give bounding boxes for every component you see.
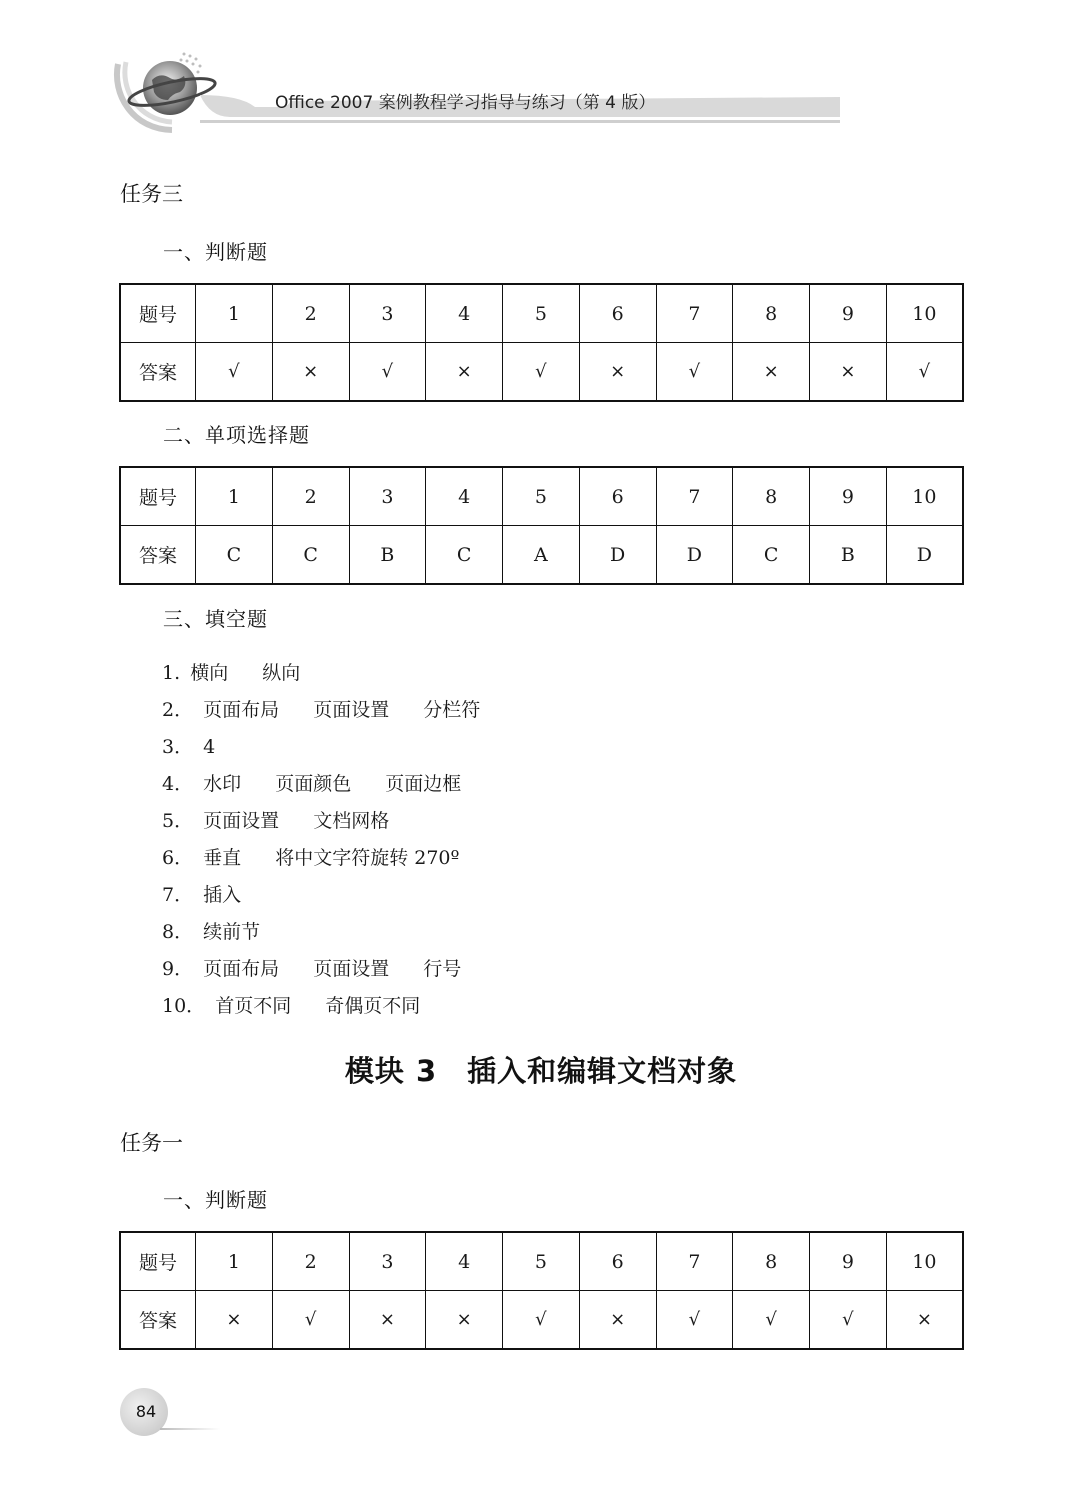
question-number: 2 [272,1232,349,1291]
answer-cell: √ [196,343,273,402]
question-number: 3 [349,467,426,526]
question-number: 4 [426,467,503,526]
question-number-header: 题号 [120,467,196,526]
question-number: 2 [272,284,349,343]
question-number: 7 [656,467,733,526]
item-answer: 页面设置 [203,810,280,832]
question-number: 10 [886,284,963,343]
item-answer: 页面边框 [385,773,462,795]
answer-cell: C [272,526,349,585]
question-number: 3 [349,1232,426,1291]
answer-cell: √ [503,343,580,402]
answer-cell: √ [886,343,963,402]
list-item [162,917,508,954]
answer-cell: × [886,1291,963,1350]
question-number: 6 [579,1232,656,1291]
question-number: 10 [886,467,963,526]
item-number: 10． [162,995,206,1017]
module-title: 模块 3 插入和编辑文档对象 [344,1054,738,1088]
task-1-judge-title: 一、判断题 [163,1188,268,1212]
table-row [120,1232,963,1291]
question-number-header: 题号 [120,284,196,343]
answer-cell: × [426,1291,503,1350]
question-number: 9 [810,1232,887,1291]
task-1-judge-table [119,1231,964,1350]
list-item [162,769,508,806]
question-number: 4 [426,284,503,343]
item-answer: 页面布局 [203,958,280,980]
answer-cell: A [503,526,580,585]
question-number: 7 [656,284,733,343]
item-answer: 横向 [190,662,229,684]
task-3-choice-table [119,466,964,585]
task-3-judge-table [119,283,964,402]
footer-rule [160,1428,220,1430]
fill-in-answer-list [162,658,508,1028]
question-number: 5 [503,1232,580,1291]
answer-cell: D [579,526,656,585]
answer-header: 答案 [120,343,196,402]
answer-cell: × [349,1291,426,1350]
question-number: 1 [196,1232,273,1291]
item-answer: 页面颜色 [275,773,352,795]
answer-cell: × [733,343,810,402]
answer-cell: √ [733,1291,810,1350]
answer-cell: √ [656,1291,733,1350]
answer-cell: √ [503,1291,580,1350]
question-number: 6 [579,467,656,526]
table-row [120,284,963,343]
answer-cell: × [810,343,887,402]
question-number: 5 [503,467,580,526]
question-number: 9 [810,467,887,526]
table-row [120,1291,963,1350]
item-number: 8． [162,921,194,943]
item-answer: 首页不同 [215,995,292,1017]
table-row [120,467,963,526]
task-3-title: 任务三 [120,182,183,206]
question-number: 8 [733,1232,810,1291]
answer-cell: D [656,526,733,585]
item-number: 1. [162,662,181,684]
answer-cell: C [196,526,273,585]
question-number-header: 题号 [120,1232,196,1291]
item-number: 5． [162,810,194,832]
question-number: 3 [349,284,426,343]
item-answer: 将中文字符旋转 270º [275,847,460,869]
question-number: 6 [579,284,656,343]
page-number: 84 [135,1402,157,1421]
answer-cell: C [733,526,810,585]
item-answer: 分栏符 [423,699,481,721]
answer-cell: √ [272,1291,349,1350]
answer-cell: √ [349,343,426,402]
item-answer: 续前节 [203,921,261,943]
answer-cell: C [426,526,503,585]
item-answer: 页面设置 [313,958,390,980]
answer-cell: × [579,343,656,402]
answer-cell: × [196,1291,273,1350]
item-number: 4． [162,773,194,795]
item-answer: 插入 [203,884,242,906]
book-title: Office 2007 案例教程学习指导与练习（第 4 版） [275,93,656,113]
item-number: 6． [162,847,194,869]
answer-cell: × [579,1291,656,1350]
item-number: 3． [162,736,194,758]
item-answer: 奇偶页不同 [325,995,421,1017]
list-item [162,806,508,843]
question-number: 2 [272,467,349,526]
question-number: 7 [656,1232,733,1291]
table-row [120,343,963,402]
answer-cell: √ [810,1291,887,1350]
item-answer: 页面设置 [313,699,390,721]
answer-cell: √ [656,343,733,402]
question-number: 8 [733,284,810,343]
question-number: 10 [886,1232,963,1291]
list-item [162,658,508,695]
answer-header: 答案 [120,526,196,585]
item-answer: 纵向 [262,662,301,684]
task-3-choice-title: 二、单项选择题 [163,423,310,447]
list-item [162,880,508,917]
list-item [162,695,508,732]
task-1-title: 任务一 [120,1131,183,1155]
question-number: 1 [196,467,273,526]
question-number: 9 [810,284,887,343]
item-number: 2． [162,699,194,721]
item-answer: 文档网格 [313,810,390,832]
task-3-fill-title: 三、填空题 [163,607,268,631]
answer-header: 答案 [120,1291,196,1350]
item-answer: 水印 [203,773,242,795]
item-answer: 垂直 [203,847,242,869]
list-item [162,732,508,769]
item-answer: 页面布局 [203,699,280,721]
question-number: 1 [196,284,273,343]
list-item [162,991,508,1028]
item-answer: 行号 [423,958,462,980]
answer-cell: D [886,526,963,585]
question-number: 4 [426,1232,503,1291]
list-item [162,843,508,880]
answer-cell: × [272,343,349,402]
item-number: 9． [162,958,194,980]
answer-cell: B [349,526,426,585]
answer-cell: B [810,526,887,585]
answer-cell: × [426,343,503,402]
task-3-judge-title: 一、判断题 [163,240,268,264]
list-item [162,954,508,991]
item-number: 7． [162,884,194,906]
table-row [120,526,963,585]
question-number: 8 [733,467,810,526]
question-number: 5 [503,284,580,343]
item-answer: 4 [203,736,216,758]
